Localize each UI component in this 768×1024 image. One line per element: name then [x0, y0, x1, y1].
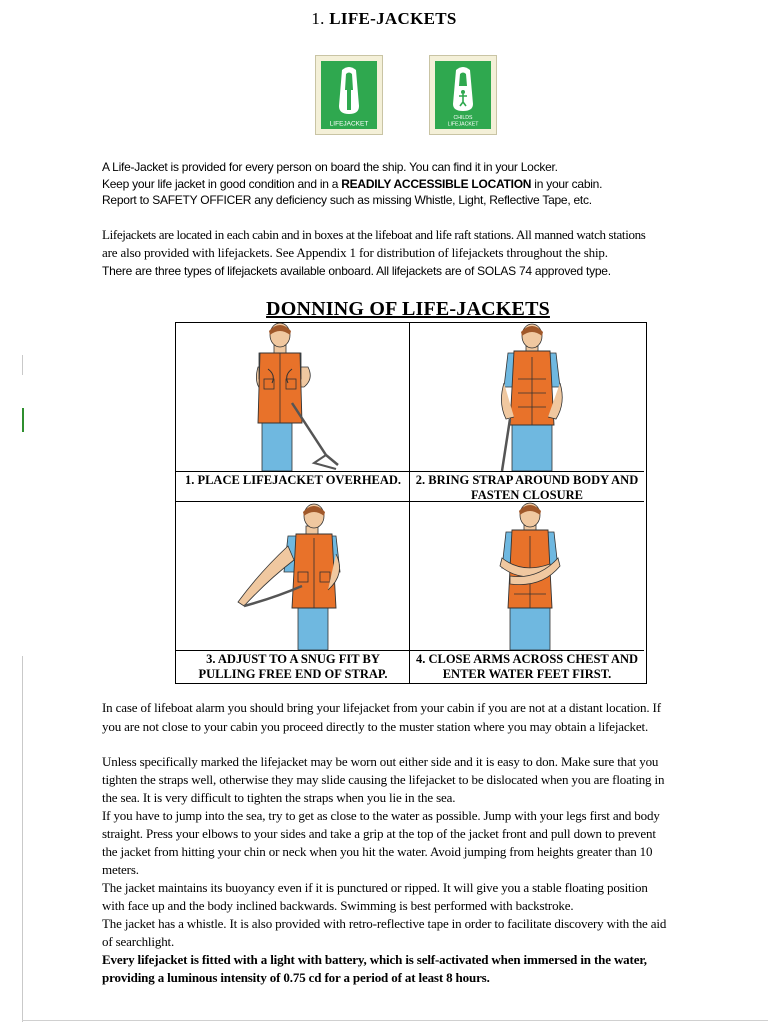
sign-label-line2: LIFEJACKET: [447, 121, 479, 128]
intro-line: Keep your life jacket in good condition and in a READILY ACCESSIBLE LOCATION in your cabin.: [102, 176, 603, 191]
section-number: 1.: [311, 9, 325, 28]
donning-step-4: [410, 502, 644, 683]
step-caption: 3. ADJUST TO A SNUG FIT BY PULLING FREE END OF STRAP.: [176, 650, 410, 683]
location-line: are also provided with lifejackets. See Appendix 1 for distribution of lifejackets throughout the ship.: [102, 245, 608, 260]
alarm-paragraph: In case of lifeboat alarm you should bring your lifejacket from your cabin if you are not at a distant location. If you are not close to your cabin you proceed directly to the muster station where you may obtain a lifejacket.: [102, 700, 661, 734]
donning-step-1: [176, 323, 410, 502]
step-3-illustration: [176, 502, 410, 650]
intro-emphasis: READILY ACCESSIBLE LOCATION: [341, 176, 532, 191]
page-title: [0, 9, 768, 29]
location-paragraph: [102, 226, 714, 280]
child-lifejacket-sign-icon: [430, 56, 496, 134]
section-title: LIFE-JACKETS: [329, 9, 457, 28]
step-caption: 2. BRING STRAP AROUND BODY AND FASTEN CLOSURE: [410, 471, 644, 501]
page-edge-mark: [22, 355, 23, 375]
instructions-paragraph: Unless specifically marked the lifejacket may be worn out either side and it is easy to don. Make sure that you tighten the straps well, otherwise they may slide causing the lifejacket to be dislocated when you are floating in the sea. It is very difficult to tighten the straps when you lie in the sea. If you have to jump into the sea, try to get as close to the water as possible. Jump with your legs first and body straight. Press your elbows to your sides and take a grip at the top of the jacket front and pull down to prevent the jacket from hitting your chin or neck when you hit the water. Avoid jumping from heights greater than 10 meters. The jacket maintains its buoyancy even if it is punctured or ripped. It will give you a stable floating position with face up and the body inclined backwards. Swimming is best performed with backstroke. The jacket has a whistle. It is also provided with retro-reflective tape in order to facilitate discovery with the aid of searchlight. Every lifejacket is fitted with a light with battery, which is self-activated when immersed in the water, providing a luminous intensity of 0.75 cd for a period of at least 8 hours.: [102, 753, 714, 987]
donning-steps-table: [175, 322, 647, 684]
child-lifejacket-sign: [429, 55, 497, 135]
donning-step-2: [410, 323, 644, 502]
light-statement: Every lifejacket is fitted with a light with battery, which is self-activated when immersed in the water,: [102, 952, 647, 967]
page-edge-line: [22, 656, 23, 1022]
page-edge-mark: [22, 408, 24, 432]
step-2-illustration: [410, 323, 644, 471]
step-caption: 4. CLOSE ARMS ACROSS CHEST AND ENTER WATER FEET FIRST.: [410, 650, 644, 683]
lifejacket-sign-icon: [316, 56, 382, 134]
location-line: Lifejackets are located in each cabin and in boxes at the lifeboat and life raft stations. All manned watch stations: [102, 227, 646, 242]
page-bottom-line: [22, 1020, 768, 1021]
step-4-illustration: [410, 502, 644, 650]
donning-title: DONNING OF LIFE-JACKETS: [266, 298, 550, 320]
location-line: There are three types of lifejackets available onboard. All lifejackets are of SOLAS 74 approved type.: [102, 264, 611, 278]
sign-label: LIFEJACKET: [329, 120, 369, 128]
step-1-illustration: [176, 323, 410, 471]
step-caption: 1. PLACE LIFEJACKET OVERHEAD.: [176, 471, 410, 501]
lifejacket-sign: [315, 55, 383, 135]
intro-line: Report to SAFETY OFFICER any deficiency such as missing Whistle, Light, Reflective Tape, etc.: [102, 193, 592, 207]
light-statement: providing a luminous intensity of 0.75 cd for a period of at least 8 hours.: [102, 970, 490, 985]
intro-paragraph: [102, 159, 714, 209]
intro-line: A Life-Jacket is provided for every person on board the ship. You can find it in your Locker.: [102, 160, 558, 174]
donning-step-3: [176, 502, 410, 683]
sign-label-line1: CHILDS: [453, 115, 473, 121]
